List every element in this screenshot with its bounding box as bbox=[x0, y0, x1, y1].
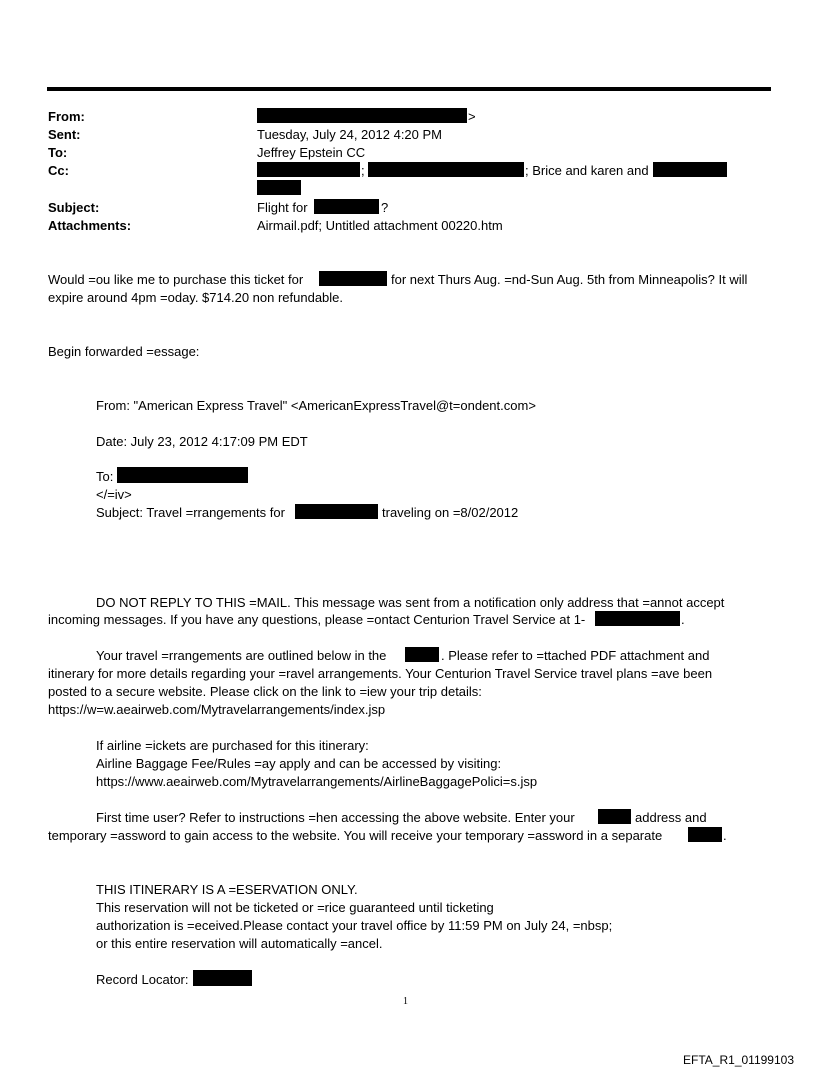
cc-sep-1: ; bbox=[361, 163, 365, 178]
airline-line1: If airline =ickets are purchased for this itinerary: bbox=[96, 738, 369, 753]
itinerary-line2: This reservation will not be ticketed or =rice guaranteed until ticketing bbox=[96, 900, 494, 915]
fwd-to: To: bbox=[96, 469, 114, 484]
redaction-p1 bbox=[319, 271, 387, 286]
airline-line2: Airline Baggage Fee/Rules =ay apply and can be accessed by visiting: bbox=[96, 756, 502, 771]
redaction-travel bbox=[405, 647, 439, 662]
redaction-from bbox=[257, 108, 467, 123]
redaction-cc-4 bbox=[257, 180, 301, 195]
travel-line1a: Your travel =rrangements are outlined below in the bbox=[96, 648, 387, 663]
record-locator-label: Record Locator: bbox=[96, 972, 189, 987]
dnr-end: . bbox=[681, 612, 685, 627]
redaction-subject bbox=[314, 199, 379, 214]
redaction-email-1 bbox=[598, 809, 631, 824]
redaction-fwd-to bbox=[117, 467, 248, 483]
to-label: To: bbox=[48, 145, 68, 160]
sent-label: Sent: bbox=[48, 127, 81, 142]
cc-label: Cc: bbox=[48, 163, 69, 178]
travel-line2: itinerary for more details regarding your =ravel arrangements. Your Centurion Travel Service travel plans =ave been bbox=[48, 666, 713, 681]
document-id: EFTA_R1_01199103 bbox=[683, 1053, 794, 1067]
para1-line2: expire around 4pm =oday. $714.20 non refundable. bbox=[48, 290, 344, 305]
redaction-email-2 bbox=[688, 827, 722, 842]
firsttime-line1a: First time user? Refer to instructions =hen accessing the above website. Enter your bbox=[96, 810, 575, 825]
fwd-div: </=iv> bbox=[96, 487, 132, 502]
firsttime-end: . bbox=[723, 828, 727, 843]
subject-prefix: Flight for bbox=[257, 200, 308, 215]
subject-label: Subject: bbox=[48, 200, 100, 215]
travel-line3: posted to a secure website. Please click on the link to =iew your trip details: bbox=[48, 684, 482, 699]
fwd-subject-b: traveling on =8/02/2012 bbox=[382, 505, 519, 520]
itinerary-line4: or this entire reservation will automatically =ancel. bbox=[96, 936, 383, 951]
dnr-line1: DO NOT REPLY TO THIS =MAIL. This message was sent from a notification only address that =annot accept bbox=[96, 595, 725, 610]
sent-value: Tuesday, July 24, 2012 4:20 PM bbox=[257, 127, 442, 142]
cc-sep-2: ; Brice and karen and bbox=[525, 163, 649, 178]
firsttime-line1b: address and bbox=[635, 810, 707, 825]
redaction-cc-1 bbox=[257, 162, 360, 177]
travel-line1b: . Please refer to =ttached PDF attachment and bbox=[441, 648, 710, 663]
attachments-label: Attachments: bbox=[48, 218, 132, 233]
redaction-cc-2 bbox=[368, 162, 524, 177]
attachments-value: Airmail.pdf; Untitled attachment 00220.htm bbox=[257, 218, 503, 233]
header-rule bbox=[47, 87, 771, 91]
firsttime-line2: temporary =assword to gain access to the website. You will receive your temporary =assword in a separate bbox=[48, 828, 663, 843]
to-value: Jeffrey Epstein CC bbox=[257, 145, 366, 160]
fwd-from: From: "American Express Travel" <AmericanExpressTravel@t=ondent.com> bbox=[96, 398, 536, 413]
itinerary-line3: authorization is =eceived.Please contact your travel office by 11:59 PM on July 24, =nbsp; bbox=[96, 918, 613, 933]
redaction-phone bbox=[595, 611, 680, 626]
from-tail: > bbox=[468, 109, 476, 124]
redaction-fwd-subject bbox=[295, 504, 378, 519]
page-number: 1 bbox=[403, 996, 408, 1007]
trip-link[interactable]: https://w=w.aeairweb.com/Mytravelarrangements/index.jsp bbox=[48, 702, 386, 717]
fwd-subject-a: Subject: Travel =rrangements for bbox=[96, 505, 285, 520]
itinerary-line1: THIS ITINERARY IS A =ESERVATION ONLY. bbox=[96, 882, 358, 897]
dnr-line2: incoming messages. If you have any questions, please =ontact Centurion Travel Service at 1- bbox=[48, 612, 586, 627]
redaction-cc-3 bbox=[653, 162, 727, 177]
para1-line1a: Would =ou like me to purchase this ticket for bbox=[48, 272, 304, 287]
fwd-date: Date: July 23, 2012 4:17:09 PM EDT bbox=[96, 434, 308, 449]
forwarded-line: Begin forwarded =essage: bbox=[48, 344, 200, 359]
redaction-record-locator bbox=[193, 970, 252, 986]
baggage-link[interactable]: https://www.aeairweb.com/Mytravelarrangements/AirlineBaggagePolici=s.jsp bbox=[96, 774, 538, 789]
subject-suffix: ? bbox=[381, 200, 389, 215]
from-label: From: bbox=[48, 109, 85, 124]
para1-line1b: for next Thurs Aug. =nd-Sun Aug. 5th from Minneapolis? It will bbox=[391, 272, 748, 287]
